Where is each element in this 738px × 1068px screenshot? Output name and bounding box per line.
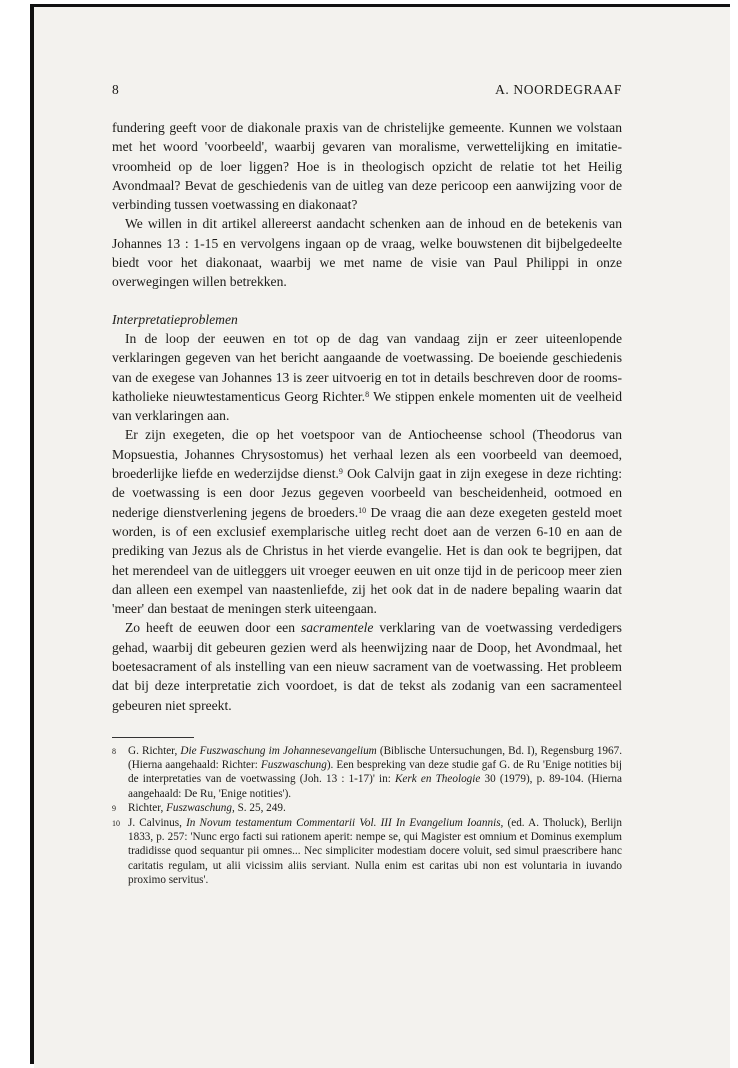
running-head-author: A. NOORDEGRAAF bbox=[495, 82, 622, 97]
footnote-title: Kerk en Theologie bbox=[394, 773, 481, 786]
paragraph-3-text: In de loop der eeuwen en tot op de dag van vandaag zijn er zeer uiteenlopende verklaringen gegeven van het bericht aangaande de voetwassing. De boeiende geschiedenis van de exegese van Johannes 13 is zeer uitvoerig en tot in details beschreven door de rooms-katholieke nieuwtestamenticus Georg Richter. bbox=[112, 330, 622, 404]
section-heading: Interpretatieproblemen bbox=[112, 311, 238, 327]
footnote-text-part: Richter, bbox=[128, 801, 167, 814]
footnote-text bbox=[128, 816, 622, 887]
paragraph-4-part-b: Ook Calvijn gaat in zijn exegese in deze richting: de voetwassing is een door Jezus gegeven voorbeeld van bescheidenheid, ootmoed en nederige dienstverlening jegens de broeders. bbox=[112, 466, 622, 520]
footnote-ref-8: 8 bbox=[365, 389, 370, 399]
footnote-title: In Novum testamentum Commentarii Vol. III In Evangelium Ioannis, bbox=[186, 816, 504, 829]
paragraph-4-part-c: De vraag die aan deze exegeten gesteld moet worden, is of een exclusief exemplarische uitleg recht doet aan de verzen 6-10 en aan de prediking van Jezus als de Christus in het vierde evangelie. Het is dan ook te begrijpen, dat het merendeel van de uitleggers uit vroeger eeuwen en uit onze tijd in de pericoop meer zien dan alleen een exempel van naastenliefde, zij het ook dat in de nadere bepaling waarin dat 'meer' dan bestaat de meningen sterk uiteengaan. bbox=[112, 504, 622, 617]
footnote-text-part: ). Een bespreking van deze studie gaf G. de Ru 'Enige notities bij de interpretaties van de voetwassing (Joh. 13 : 1-17)' in: bbox=[128, 759, 622, 786]
paragraph-2: We willen in dit artikel allereerst aandacht schenken aan de inhoud en de betekenis van Johannes 13 : 1-15 en vervolgens ingaan op de vraag, welke bouwstenen dit bijbelgedeelte biedt voor het diakonaat, waarbij we met name de visie van Paul Philippi in onze overwegingen willen betrekken. bbox=[112, 216, 622, 290]
paragraph-3 bbox=[112, 329, 622, 425]
paragraph-5-part-a: Zo heeft de eeuwen door een bbox=[125, 620, 301, 636]
footnote-ref-10: 10 bbox=[358, 505, 367, 515]
footnote-number: 8 bbox=[112, 746, 116, 756]
paragraph-4-part-a: Er zijn exegeten, die op het voetspoor van de Antiocheense school (Theodorus van Mopsuestia, Johannes Chrysostomus) het verhaal lezen als een voorbeeld van deemoed, broederlijke liefde en wederzijdse dienst. bbox=[112, 427, 622, 482]
footnote-text-part: (Biblische Untersuchungen, Bd. I), Regensburg 1967. (Hierna aangehaald: Richter: bbox=[128, 744, 623, 772]
footnote-8 bbox=[112, 744, 622, 801]
footnote-title: Fuszwaschung bbox=[260, 759, 327, 772]
paragraph-3-end: We stippen enkele momenten uit de veelheid van verklaringen aan. bbox=[112, 388, 622, 424]
footnote-number: 10 bbox=[112, 818, 120, 828]
footnote-number: 9 bbox=[112, 803, 116, 813]
paragraph-1: fundering geeft voor de diakonale praxis van de christelijke gemeente. Kunnen we volstaan met het woord 'voorbeeld', waarbij gevaren van moralisme, verwettelijking en imitatie-vroomheid op de loer liggen? Hoe is in theologisch opzicht de relatie tot het Heilig Avondmaal? Bevat de geschiedenis van de uitleg van deze pericoop een aanwijzing voor de verbinding tussen voetwassing en diakonaat? bbox=[112, 120, 622, 213]
paragraph-4 bbox=[112, 425, 622, 618]
footnote-text-part: J. Calvinus, bbox=[128, 816, 187, 829]
footnote-text-part: S. 25, 249. bbox=[234, 801, 286, 814]
footnote-text-part: 30 (1979), p. 89-104. (Hierna aangehaald: De Ru, 'Enige notities'). bbox=[128, 773, 622, 800]
footnote-text-part: G. Richter, bbox=[128, 744, 181, 757]
footnote-text-part: (ed. A. Tholuck), Berlijn 1833, p. 257: 'Nunc ergo facti sui rationem aperit: nempe se, qui Magister est omnium et Dominus exemplum tradidisse quod sequantur pii omnes... Nec simpliciter modestiam docere voluit, sed simul praescribere hanc caritatis regulam, ut alii vicissim aliis serviant. Nulla enim est caritas ubi non est voluntaria in iuvando proximo servitus'. bbox=[128, 816, 623, 886]
footnote-title: Fuszwaschung, bbox=[166, 801, 235, 814]
running-head bbox=[112, 82, 622, 104]
page-content bbox=[112, 82, 622, 887]
footnote-text bbox=[128, 801, 622, 816]
body-text bbox=[112, 118, 622, 715]
footnote-rule bbox=[112, 737, 194, 738]
footnote-ref-9: 9 bbox=[338, 467, 343, 477]
footnote-9 bbox=[112, 801, 622, 816]
footnote-title: Die Fuszwaschung im Johannesevangelium bbox=[180, 744, 377, 757]
paragraph-5-emphasis: sacramentele bbox=[300, 620, 374, 636]
footnote-10 bbox=[112, 816, 622, 887]
paragraph-5 bbox=[112, 618, 622, 714]
paragraph-5-part-b: verklaring van de voetwassing verdedigers gehad, waarbij dit gebeuren gezien werd als heenwijzing naar de Doop, het Avondmaal, het boetesacrament of als instelling van een nieuw sacrament van de voetwassing. Het probleem dat bij deze interpretatie zich voordoet, is dat de tekst als zodanig van een sacramenteel gebeuren niet spreekt. bbox=[112, 620, 622, 713]
footnotes bbox=[112, 744, 622, 887]
footnote-text bbox=[128, 744, 622, 801]
page-number: 8 bbox=[112, 82, 120, 97]
